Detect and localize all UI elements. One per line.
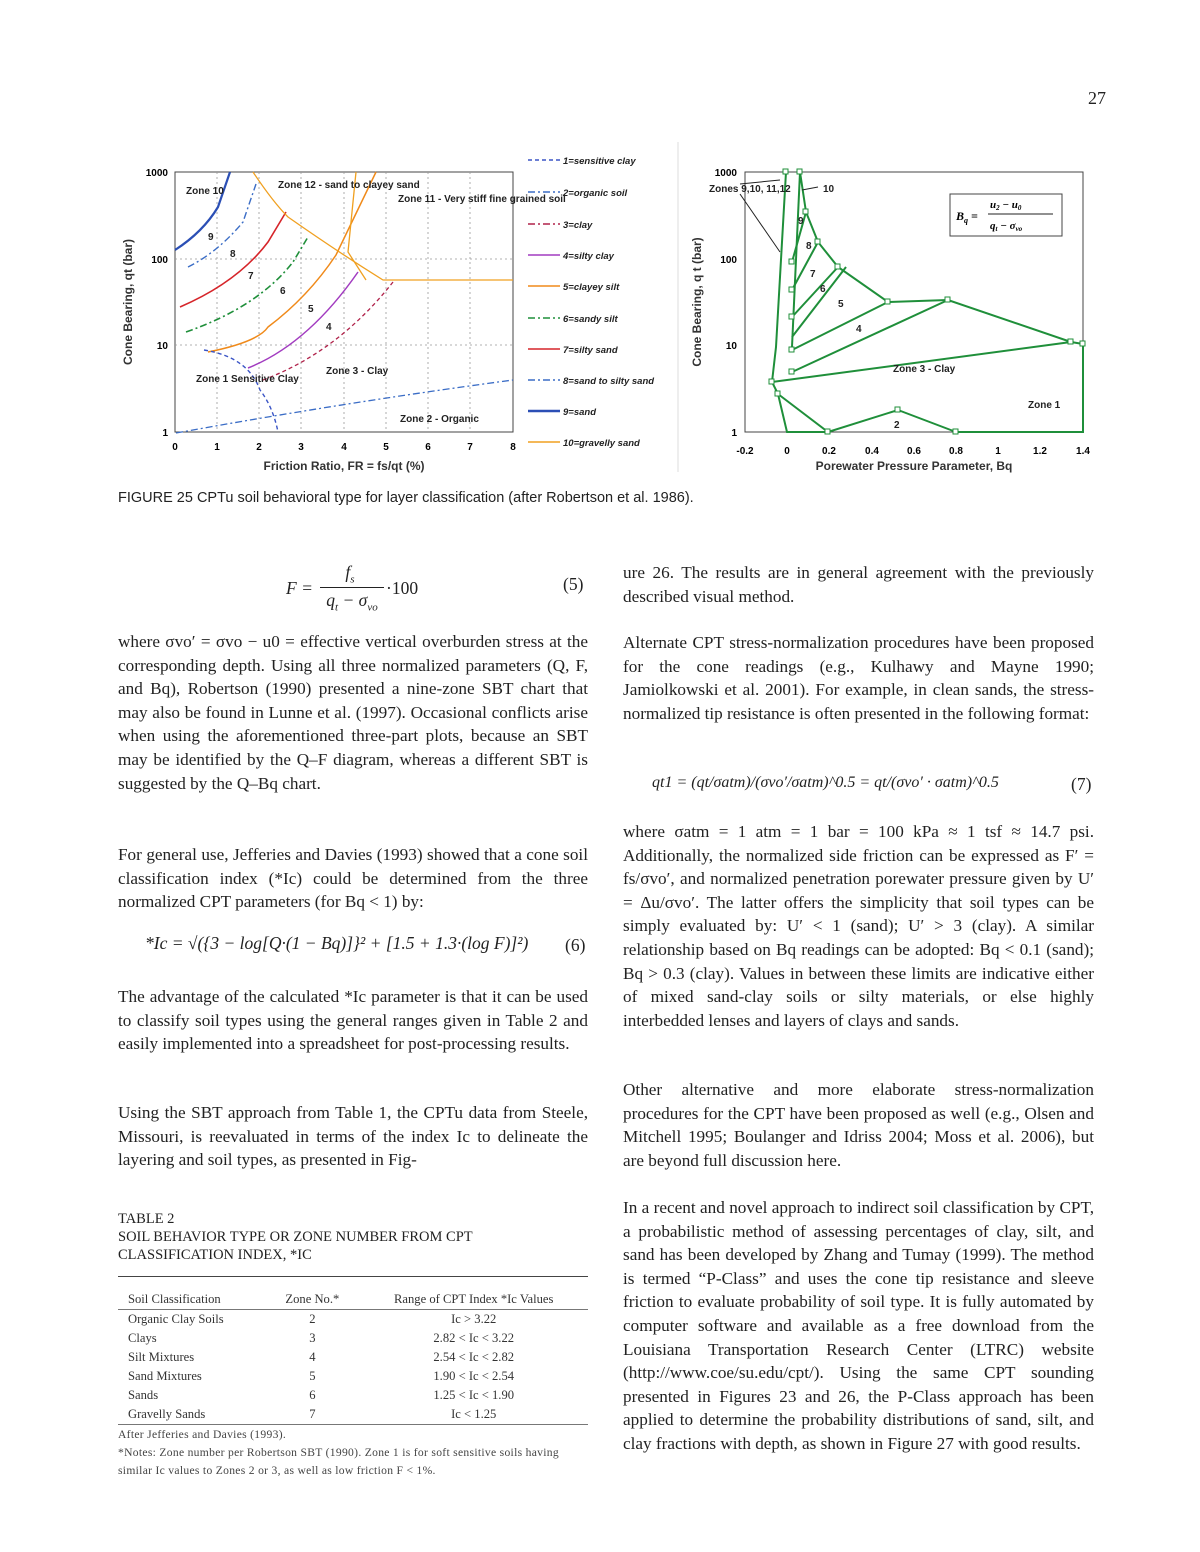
- table-header: Zone No.*: [285, 1292, 340, 1306]
- figure-caption: FIGURE 25 CPTu soil behavioral type for layer classification (after Robertson et al. 1986).: [118, 490, 694, 506]
- right-paragraph-4: Other alternative and more elaborate stress-normalization procedures for the CPT have been proposed as well (e.g., Olsen and Mitchell 1995; Boulanger and Idriss 2004; Moss et al. 2006), but are beyond full discussion here.: [623, 1080, 1094, 1170]
- left-paragraph-2: For general use, Jefferies and Davies (1993) showed that a cone soil classification index (*Ic) could be determined from the three normalized CPT parameters (for Bq < 1) by:: [118, 845, 588, 912]
- left-ylabel: Cone Bearing, qt (bar): [121, 238, 135, 366]
- table-top-rule: [118, 1276, 588, 1277]
- svg-text:u2 − u0: u2 − u0: [990, 199, 1022, 212]
- legend-entry: 10=gravelly sand: [563, 438, 640, 449]
- table-row: Sand Mixtures 5 1.90 < Ic < 2.54: [128, 1369, 515, 1383]
- left-paragraph-1: where σvo′ = σvo − u0 = effective vertical overburden stress at the corresponding depth. Using all three normalized parameters (Q, F, and Bq), Robertson (1990) presented a nine-zone SBT chart that may also be found in Lunne et al. (1997). Occasional conflicts arise when using the aforementioned three-part plots, because an SBT may be identified by the Q–F diagram, whereas a different SBT is suggested by the Q–Bq chart.: [118, 632, 588, 793]
- right-xtick: 0.8: [949, 446, 963, 457]
- left-paragraph-4: Using the SBT approach from Table 1, the CPTu data from Steele, Missouri, is reevaluated in terms of the index Ic to delineate the layering and soil types, as presented in Fig-: [118, 1103, 588, 1170]
- right-xtick: 0: [784, 446, 790, 457]
- zone-label: Zone 11 - Very stiff fine grained soil: [398, 194, 566, 205]
- zone-label: 2: [894, 420, 900, 431]
- zone-label: Zone 3 - Clay: [893, 364, 956, 375]
- legend-entry: 7=silty sand: [563, 345, 618, 356]
- left-xtick: 8: [510, 442, 516, 453]
- zone-label: Zone 12 - sand to clayey sand: [278, 180, 420, 191]
- equation-6-number: (6): [565, 935, 586, 955]
- zone-label: 4: [856, 324, 862, 335]
- zone-label: 10: [823, 184, 835, 195]
- right-xtick: 1.4: [1076, 446, 1090, 457]
- right-bq-chart: [690, 168, 1090, 473]
- right-paragraph-3: where σatm = 1 atm = 1 bar = 100 kPa ≈ 1 tsf ≈ 14.7 psi. Additionally, the normalized side friction can be expressed as F′ = fs/σvo′, and normalized penetration porewater pressure given by U′ = Δu/σvo′. The latter offers the simplicity that soil types can be simply evaluated by: U′ < 1 (sand); U′ > 3 (clay). A similar relationship based on Bq readings can be adopted: Bq < 0.1 (sand); Bq > 0.3 (clay). Values in between these limits are indicative either of mixed sand-clay soils or silty materials, or else highly interbedded lenses and layers of clays and sands.: [623, 822, 1094, 1030]
- zone-label: 8: [806, 241, 812, 252]
- table-source: After Jefferies and Davies (1993).: [118, 1428, 287, 1441]
- equation-7-number: (7): [1071, 774, 1092, 794]
- legend-entry: 5=clayey silt: [563, 282, 620, 293]
- table-title: SOIL BEHAVIOR TYPE OR ZONE NUMBER FROM CPT CLASSIFICATION INDEX, *IC: [118, 1229, 473, 1263]
- left-xlabel: Friction Ratio, FR = fs/qt (%): [263, 459, 425, 473]
- legend-entry: 9=sand: [563, 407, 597, 418]
- legend-entry: 4=silty clay: [563, 251, 614, 262]
- zone-label: 8: [230, 249, 236, 260]
- right-xlabel: Porewater Pressure Parameter, Bq: [815, 459, 1013, 473]
- right-paragraph-2: Alternate CPT stress-normalization procedures have been proposed for the cone readings (e.g., Kulhawy and Mayne 1990; Jamiolkowski et al. 2001). For example, in clean sands, the stress-normalized tip resistance is often presented in the following format:: [623, 633, 1094, 723]
- left-xtick: 0: [172, 442, 178, 453]
- zone-label: 7: [810, 269, 816, 280]
- table-row: Gravelly Sands 7 Ic < 1.25: [118, 1405, 588, 1425]
- zone-label: 4: [326, 322, 332, 333]
- right-ylabel: Cone Bearing, q t (bar): [690, 237, 704, 367]
- table-notes: *Notes: Zone number per Robertson SBT (1990). Zone 1 is for soft sensitive soils having similar Ic values to Zones 2 or 3, as well as low friction F < 1%.: [118, 1446, 559, 1477]
- left-ytick-10: 10: [156, 341, 168, 352]
- figure-25: [108, 132, 1098, 492]
- zone-label: Zone 1: [1028, 400, 1061, 411]
- right-xtick: 1.2: [1033, 446, 1047, 457]
- left-xtick: 3: [298, 442, 304, 453]
- table-row: Sands 6 1.25 < Ic < 1.90: [128, 1388, 515, 1402]
- left-xtick: 6: [425, 442, 431, 453]
- table-label: TABLE 2: [118, 1211, 175, 1227]
- right-ytick: 10: [725, 341, 737, 352]
- table-row: Silt Mixtures 4 2.54 < Ic < 2.82: [128, 1350, 515, 1364]
- left-ytick-1: 1: [162, 428, 168, 439]
- left-ytick-1000: 1000: [145, 168, 168, 179]
- equation-5: F = $f_s$ $q_t - \sigma_{vo}$ ·100: [286, 562, 419, 614]
- left-paragraph-3: The advantage of the calculated *Ic parameter is that it can be used to classify soil types using the general ranges given in Table 2 and easily implemented into a spreadsheet for post-processing results.: [118, 987, 588, 1054]
- zone-label: Zone 1 Sensitive Clay: [196, 374, 299, 385]
- zone-label: Zone 2 - Organic: [400, 414, 479, 425]
- right-paragraph-5: In a recent and novel approach to indirect soil classification by CPT, a probabilistic method of assessing percentages of clay, silt, and sand has been developed by Zhang and Tumay (1999). The method is termed “P-Class” and uses the cone tip resistance and sleeve friction to evaluate probability of soil type. It is fully automated by computer software and available as a free download from the Louisiana Transportation Research Center (LTRC) website (http://www.coe/su.edu/cpt/). Using the same CPT sounding presented in Figures 23 and 26, the P-Class approach has been applied to determine the probability distributions of sand, silt, and clay fractions with depth, as shown in Figure 27 with good results.: [623, 1198, 1094, 1453]
- legend-entry: 3=clay: [563, 220, 593, 231]
- table-2-heading: [118, 1210, 588, 1264]
- zone-label: Zone 10: [186, 186, 224, 197]
- right-xtick: 0.4: [865, 446, 879, 457]
- zone-label: 5: [838, 299, 844, 310]
- left-sbt-chart: [121, 142, 678, 473]
- legend-entry: 8=sand to silty sand: [563, 376, 655, 387]
- page-number: 27: [1088, 88, 1106, 108]
- right-xtick: 1: [995, 446, 1001, 457]
- left-xtick: 4: [341, 442, 347, 453]
- right-ytick: 1000: [714, 168, 737, 179]
- equation-6: *Ic = √({3 − log[Q·(1 − Bq)]}² + [1.5 + 1.3·(log F)]²): [145, 933, 529, 953]
- right-ytick: 100: [720, 255, 737, 266]
- bq-formula-box: [950, 194, 1062, 236]
- legend-entry: 2=organic soil: [563, 188, 628, 199]
- right-ytick: 1: [731, 428, 737, 439]
- table-row: Organic Clay Soils 2 Ic > 3.22: [128, 1312, 497, 1326]
- table-header: Soil Classification: [128, 1292, 221, 1306]
- right-xtick: 0.2: [822, 446, 836, 457]
- right-xtick: -0.2: [736, 446, 754, 457]
- left-xtick: 2: [256, 442, 262, 453]
- left-ytick-100: 100: [151, 255, 168, 266]
- zone-label: 6: [280, 286, 286, 297]
- equation-7: qt1 = (qt/σatm)/(σvo′/σatm)^0.5 = qt/(σvo′ · σatm)^0.5: [652, 774, 999, 791]
- left-xtick: 5: [383, 442, 389, 453]
- table-2: [118, 1290, 588, 1425]
- zone-label: Zone 3 - Clay: [326, 366, 389, 377]
- zone-label: 9: [208, 232, 214, 243]
- svg-text:qt − σvo: qt − σvo: [990, 220, 1023, 233]
- equation-5-number: (5): [563, 574, 584, 594]
- zone-label: Zones 9,10, 11,12: [709, 184, 791, 195]
- table-row: Clays 3 2.82 < Ic < 3.22: [128, 1331, 515, 1345]
- left-xtick: 7: [467, 442, 473, 453]
- zone-label: 5: [308, 304, 314, 315]
- right-paragraph-1: ure 26. The results are in general agreement with the previously described visual method.: [623, 563, 1094, 606]
- legend-entry: 1=sensitive clay: [563, 156, 636, 167]
- svg-text:Bq =: $B_q$ =: [956, 209, 978, 225]
- right-xtick: 0.6: [907, 446, 921, 457]
- table-header: Range of CPT Index *Ic Values: [394, 1292, 554, 1306]
- zone-label: 7: [248, 271, 254, 282]
- legend-entry: 6=sandy silt: [563, 314, 618, 325]
- zone-label: 9: [798, 216, 804, 227]
- zone-label: 6: [820, 284, 826, 295]
- left-xtick: 1: [214, 442, 220, 453]
